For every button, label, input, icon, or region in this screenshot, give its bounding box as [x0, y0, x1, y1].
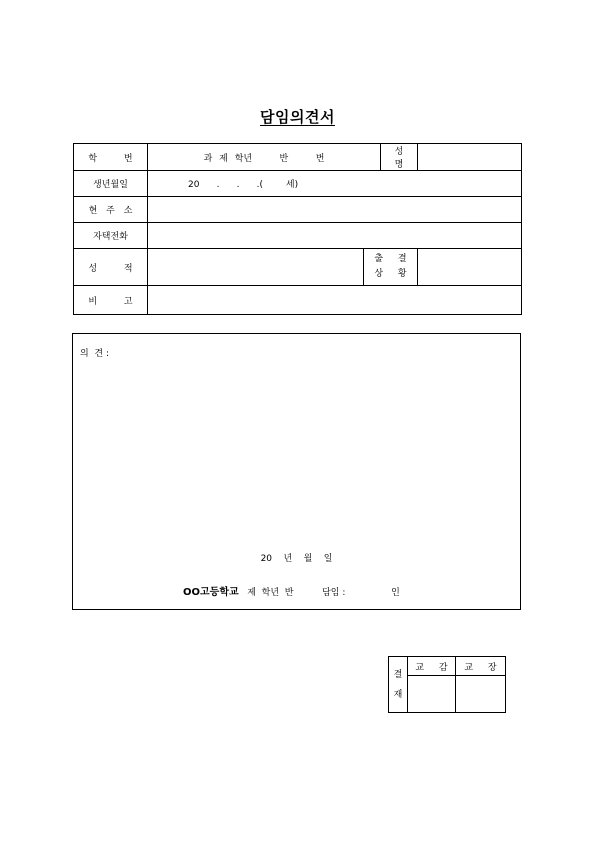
principal-sign[interactable] [456, 676, 506, 713]
remarks-value[interactable] [148, 286, 522, 315]
approval-side-label-2: 재 [393, 689, 403, 700]
birth-value[interactable]: 20 . . .( 세) [148, 171, 522, 197]
school-name: OO고등학교 [183, 587, 239, 598]
student-no-label: 학 번 [74, 144, 148, 171]
opinion-label: 의 견 : [80, 349, 110, 359]
signature-line [183, 583, 400, 598]
phone-label: 자택전화 [74, 223, 148, 249]
row-remarks [74, 286, 522, 315]
student-info-table [73, 143, 522, 315]
vice-principal-label: 교 감 [408, 657, 456, 676]
name-value[interactable] [418, 144, 522, 171]
document-title: 담임의견서 [260, 108, 335, 126]
signature-text: 제 학년 반 담임 : 인 [238, 588, 400, 598]
attendance-label-line2: 상 황 [374, 269, 413, 279]
approval-box [388, 656, 506, 713]
attendance-label-line1: 출 결 [374, 254, 413, 264]
row-phone [74, 223, 522, 249]
grade-label: 성 적 [74, 249, 148, 286]
row-grade [74, 249, 522, 286]
approval-side-label-1: 결 [393, 669, 403, 680]
birth-label: 생년월일 [74, 171, 148, 197]
address-label: 현 주 소 [74, 197, 148, 223]
opinion-box[interactable] [72, 333, 521, 610]
remarks-label: 비 고 [74, 286, 148, 315]
grade-value[interactable] [148, 249, 364, 286]
row-birth [74, 171, 522, 197]
attendance-value[interactable] [418, 249, 522, 286]
opinion-date: 20 년 월 일 [260, 554, 333, 564]
approval-side-label [389, 657, 408, 713]
student-no-value[interactable]: 과 제 학년 반 번 [148, 144, 381, 171]
attendance-label [364, 249, 418, 286]
name-label: 성 명 [381, 144, 418, 171]
principal-label: 교 장 [456, 657, 506, 676]
row-student-no [74, 144, 522, 171]
address-value[interactable] [148, 197, 522, 223]
vice-principal-sign[interactable] [408, 676, 456, 713]
row-address [74, 197, 522, 223]
phone-value[interactable] [148, 223, 522, 249]
